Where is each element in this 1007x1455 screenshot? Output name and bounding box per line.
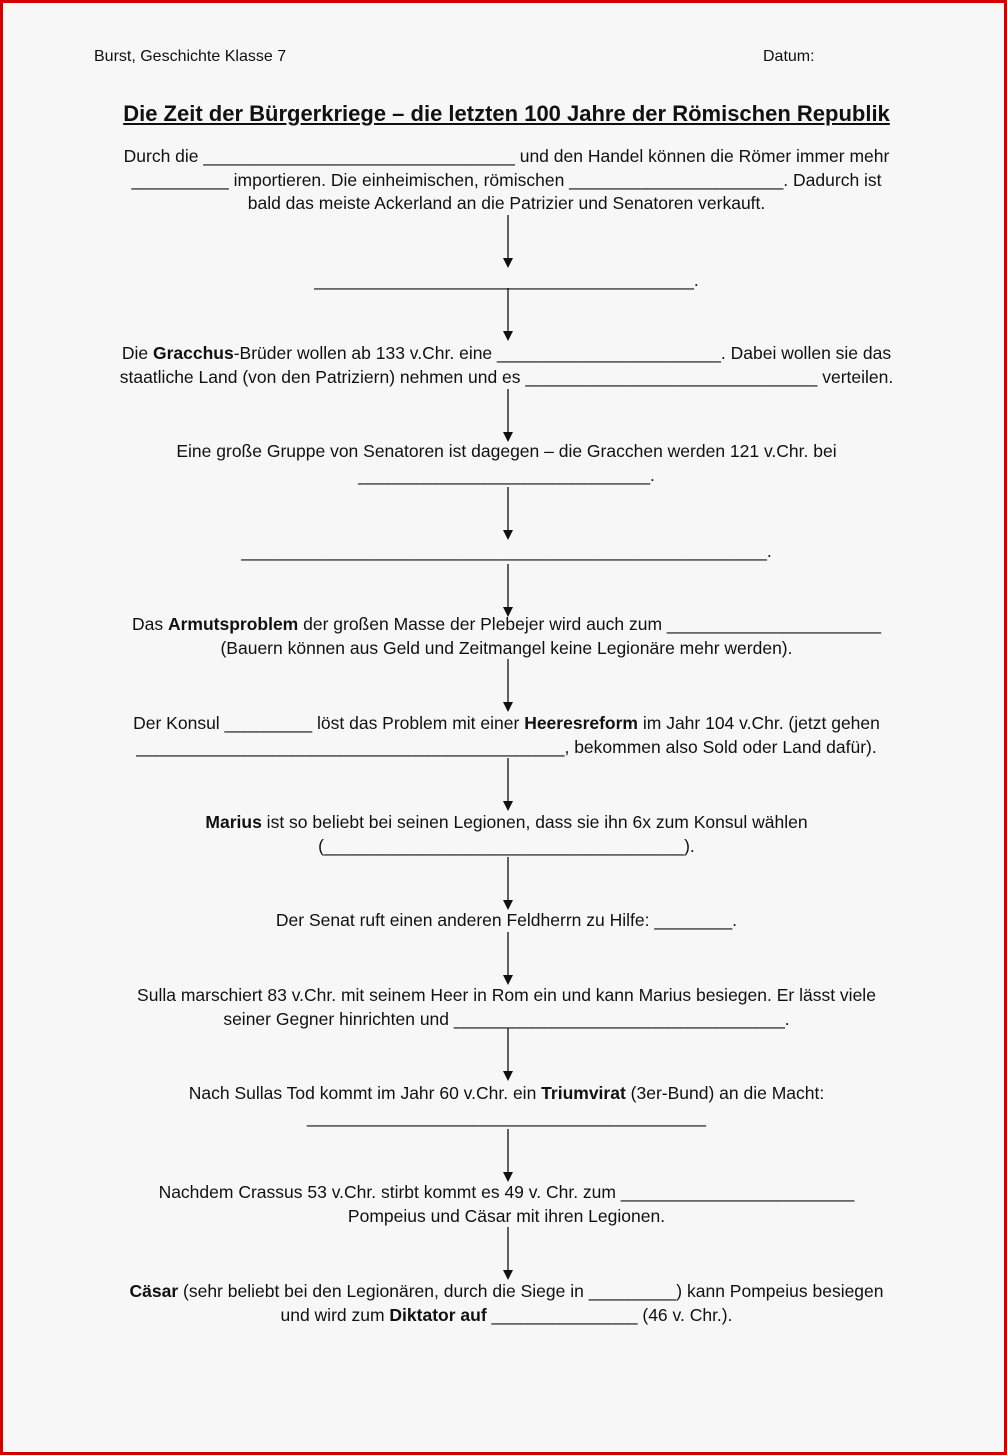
- flow-arrow-down-icon: [501, 564, 515, 618]
- keyword-caesar: Cäsar: [129, 1281, 179, 1301]
- flow-arrow-down-icon: [501, 1129, 515, 1183]
- flow-arrow-down-icon: [501, 659, 515, 713]
- step-text-line: (_____________________________________).: [318, 835, 695, 856]
- step-text-line: Das Armutsproblem der großen Masse der Plebejer wird auch zum ______________________: [131, 614, 882, 634]
- step-marius-consul: [63, 811, 950, 858]
- step-text-line: Nach Sullas Tod kommt im Jahr 60 v.Chr. ein Triumvirat (3er-Bund) an die Macht:: [188, 1083, 825, 1103]
- step-trade-imports: [63, 145, 950, 216]
- flow-arrow-down-icon: [501, 1028, 515, 1082]
- step-text-line: seiner Gegner hinrichten und __________________________________.: [223, 1008, 790, 1029]
- keyword-gracchus: Gracchus: [153, 343, 234, 363]
- keyword-marius: Marius: [205, 812, 262, 832]
- flow-arrow-down-icon: [501, 857, 515, 911]
- flow-arrow-down-icon: [501, 389, 515, 443]
- step-sulla-marches: [63, 984, 950, 1031]
- step-gracchus-brothers: [63, 342, 950, 389]
- flow-arrow-down-icon: [501, 758, 515, 812]
- flow-arrow-down-icon: [501, 215, 515, 269]
- step-text-line: Der Senat ruft einen anderen Feldherrn zu Hilfe: ________.: [275, 910, 738, 930]
- step-poverty-problem: [63, 613, 950, 660]
- flow-arrow-down-icon: [501, 487, 515, 541]
- step-text-line: _________________________________________: [306, 1106, 707, 1127]
- step-text-line: ______________________________________________________.: [241, 541, 772, 561]
- keyword-triumvirat: Triumvirat: [541, 1083, 626, 1103]
- header-date-label: Datum:: [763, 48, 815, 65]
- step-caesar-dictator: [63, 1280, 950, 1327]
- step-triumvirate: [63, 1082, 950, 1129]
- step-text-line: (Bauern können aus Geld und Zeitmangel keine Legionäre mehr werden).: [220, 637, 793, 658]
- step-text-line: Cäsar (sehr beliebt bei den Legionären, durch die Siege in _________) kann Pompeius besiegen: [129, 1281, 884, 1301]
- flow-arrow-down-icon: [501, 288, 515, 342]
- step-text-line: Pompeius und Cäsar mit ihren Legionen.: [347, 1205, 666, 1226]
- keyword-heeresreform: Heeresreform: [524, 713, 638, 733]
- step-text-line: Der Konsul _________ löst das Problem mit einer Heeresreform im Jahr 104 v.Chr. (jetzt gehen: [133, 713, 880, 733]
- step-text-line: ____________________________________________, bekommen also Sold oder Land dafür).: [136, 736, 877, 757]
- step-text-line: Sulla marschiert 83 v.Chr. mit seinem Heer in Rom ein und kann Marius besiegen. Er lässt viele: [137, 985, 876, 1005]
- step-text-line: Durch die ________________________________ und den Handel können die Römer immer mehr: [123, 146, 890, 166]
- keyword-armutsproblem: Armutsproblem: [167, 614, 299, 634]
- worksheet-title: Die Zeit der Bürgerkriege – die letzten 100 Jahre der Römischen Republik: [123, 101, 890, 126]
- step-text-line: Marius ist so beliebt bei seinen Legionen, dass sie ihn 6x zum Konsul wählen: [205, 812, 808, 832]
- step-text-line: ______________________________.: [358, 464, 655, 485]
- step-army-reform: [63, 712, 950, 759]
- step-senators-oppose: [63, 440, 950, 487]
- step-text-line: Eine große Gruppe von Senatoren ist dagegen – die Gracchen werden 121 v.Chr. bei: [176, 441, 837, 461]
- step-text-line: __________ importieren. Die einheimischen, römischen ______________________. Dadurch ist: [131, 169, 882, 190]
- step-text-line: _______________________________________.: [314, 270, 699, 290]
- keyword-diktator: Diktator auf: [389, 1304, 487, 1325]
- step-text-line: staatliche Land (von den Patriziern) nehmen und es ______________________________ verteilen.: [119, 366, 894, 387]
- step-text-line: Nachdem Crassus 53 v.Chr. stirbt kommt es 49 v. Chr. zum ________________________: [158, 1182, 855, 1202]
- step-text-line: Die Gracchus-Brüder wollen ab 133 v.Chr. eine _______________________. Dabei wollen sie das: [121, 343, 892, 363]
- header-author-class: Burst, Geschichte Klasse 7: [94, 48, 287, 65]
- flow-arrow-down-icon: [501, 932, 515, 986]
- step-crassus-death: [63, 1181, 950, 1228]
- step-blank-result: [63, 540, 950, 564]
- step-text-line: bald das meiste Ackerland an die Patrizier und Senatoren verkauft.: [247, 193, 766, 213]
- step-senate-calls-general: [63, 909, 950, 933]
- flow-arrow-down-icon: [501, 1227, 515, 1281]
- step-text-line: und wird zum Diktator auf _______________ (46 v. Chr.).: [280, 1304, 733, 1325]
